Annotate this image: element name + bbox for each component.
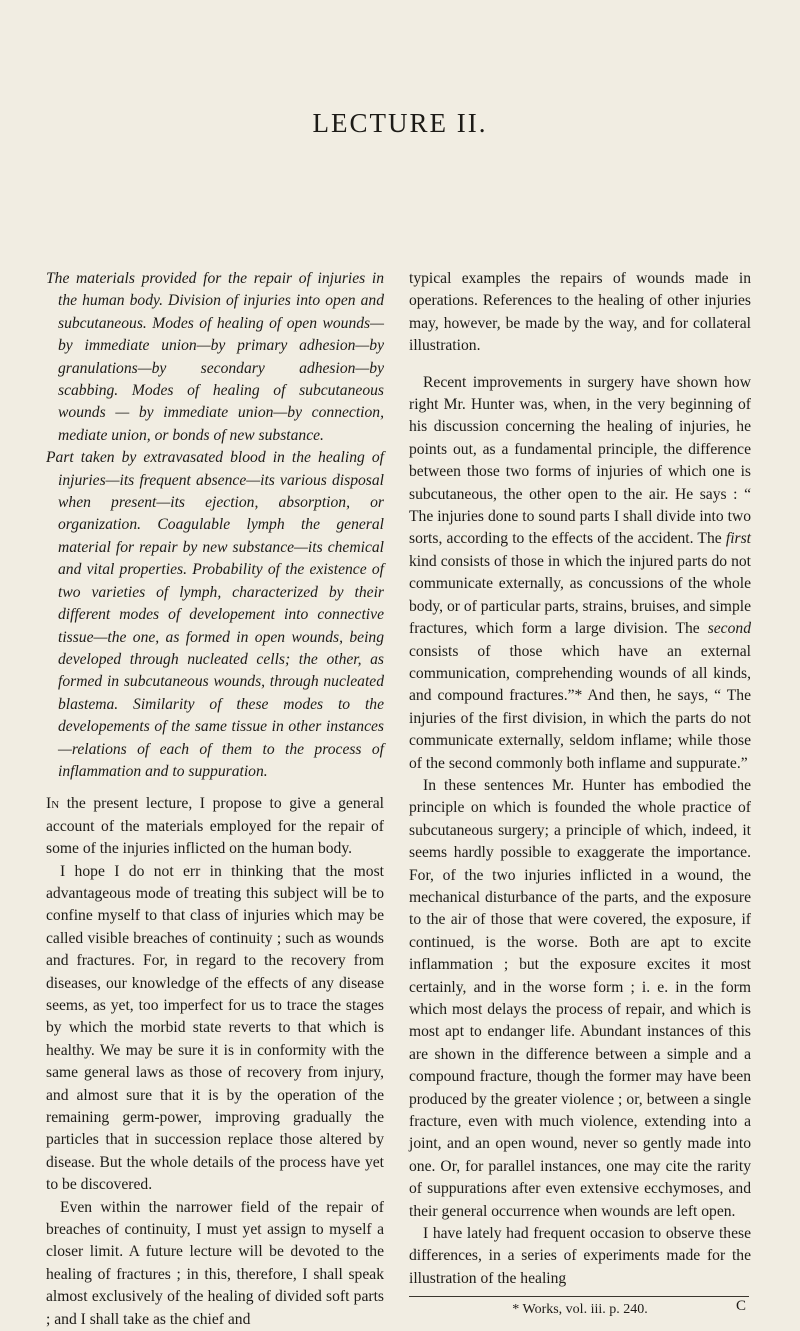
left-column <box>46 268 384 1331</box>
body-paragraph: I have lately had frequent occasion to observe these differences, in a series of experiments made for the illustration of the healing <box>409 1225 751 1287</box>
emphasis-first: first <box>725 530 751 548</box>
signature-mark: C <box>736 1298 747 1314</box>
body-paragraph <box>46 793 384 860</box>
body-paragraph: I hope I do not err in thinking that the most advantageous mode of treating this subject will be to confine myself to that class of injuries which may be called visible breaches of continuity ; such as wounds and fractures. For, in regard to the recovery from diseases, our knowledge of the effects of any disease seems, as yet, too imperfect for us to trace the stages by which the morbid state reverts to that which is healthy. We may be sure it is in conformity with the same general laws as those of recovery from injury, and almost sure that it is by the operation of the remaining germ-power, improving gradually the particles that in succession replace those altered by disease. But the whole details of the process have yet to be discovered. <box>46 862 384 1194</box>
paragraph-text: Recent improvements in surgery have shown how right Mr. Hunter was, when, in the very beginning of his discussion concerning the healing of injuries, he points out, as a fundamental principle, the difference between those two forms of injuries of which one is subcutaneous, the other open to the air. He says : “ The injuries done to sound parts I shall divide into two sorts, according to the effects of the accident. The <box>409 373 751 548</box>
lecture-summary <box>46 268 384 783</box>
emphasis-second: second <box>707 620 751 638</box>
body-paragraph: typical examples the repairs of wounds made in operations. References to the healing of other injuries may, however, be made by the way, and for collateral illustration. <box>409 270 751 355</box>
summary-paragraph: The materials provided for the repair of injuries in the human body. Division of injuries into open and subcutaneous. Modes of healing of open wounds—by immediate union—by primary adhesion—by granulations—by secondary adhesion—by scabbing. Modes of healing of subcutaneous wounds — by immediate union—by connection, mediate union, or bonds of new substance. <box>46 270 384 444</box>
body-paragraph: Even within the narrower field of the repair of breaches of continuity, I must yet assign to myself a closer limit. A future lecture will be devoted to the healing of fractures ; in this, therefore, I shall speak almost exclusively of the healing of divided soft parts ; and I shall take as the chief and <box>46 1198 384 1328</box>
summary-paragraph: Part taken by extravasated blood in the healing of injuries—its frequent absence—its various disposal when present—its ejection, absorption, or organization. Coagulable lymph the general material for repair by new substance—its chemical and vital properties. Probability of the existence of two varieties of lymph, characterized by their different modes of developement into connective tissue—the one, as formed in open wounds, being developed through nucleated cells; the other, as formed in subcutaneous wounds, through nucleated blastema. Similarity of these modes to the developements of the same tissue in other instances—relations of each of them to the process of inflammation and to suppuration. <box>46 449 384 780</box>
body-paragraph: In these sentences Mr. Hunter has embodied the principle on which is founded the whole practice of subcutaneous surgery; a principle of which, indeed, it seems hardly possible to exaggerate the importance. For, of the two injuries inflicted in a wound, the mechanical disturbance of the parts, and the exposure to the air of those that were covered, the exposure, if continued, is the worse. Both are apt to excite inflammation ; but the exposure excites it most certainly, and in the worse form ; i. e. in the form which most delays the process of repair, and which is most apt to endanger life. Abundant instances of this are shown in the difference between a simple and a compound fracture, though the former may have been produced by the greater violence ; or, between a single fracture, even with much violence, extending into a joint, and an open wound, never so gently made into one. Or, for parallel instances, one may cite the rarity of suppurations after even extensive ecchymoses, and their general occurrence when wounds are left open. <box>409 776 751 1220</box>
right-column <box>409 268 751 1319</box>
footnote-divider <box>409 1296 749 1297</box>
body-paragraph <box>409 372 751 775</box>
page-title: LECTURE II. <box>312 108 488 138</box>
paragraph-text: the present lecture, I propose to give a general account of the materials employed for the repair of some of the injuries inflicted on the human body. <box>46 795 384 858</box>
drop-word: In <box>46 795 60 813</box>
paragraph-text: consists of those which have an external communication, comprehending wounds of all kinds, and compound fractures.”* And then, he says, “ The injuries of the first division, in which the parts do not communicate externally, seldom inflame; while those of the second commonly both inflame and suppurate.” <box>409 642 751 772</box>
footnote: * Works, vol. iii. p. 240. <box>512 1302 648 1318</box>
paragraph-text: kind consists of those in which the injured parts do not communicate externally, as concussions of the whole body, or of particular parts, strains, bruises, and simple fractures, which form a large division. The <box>409 552 751 638</box>
